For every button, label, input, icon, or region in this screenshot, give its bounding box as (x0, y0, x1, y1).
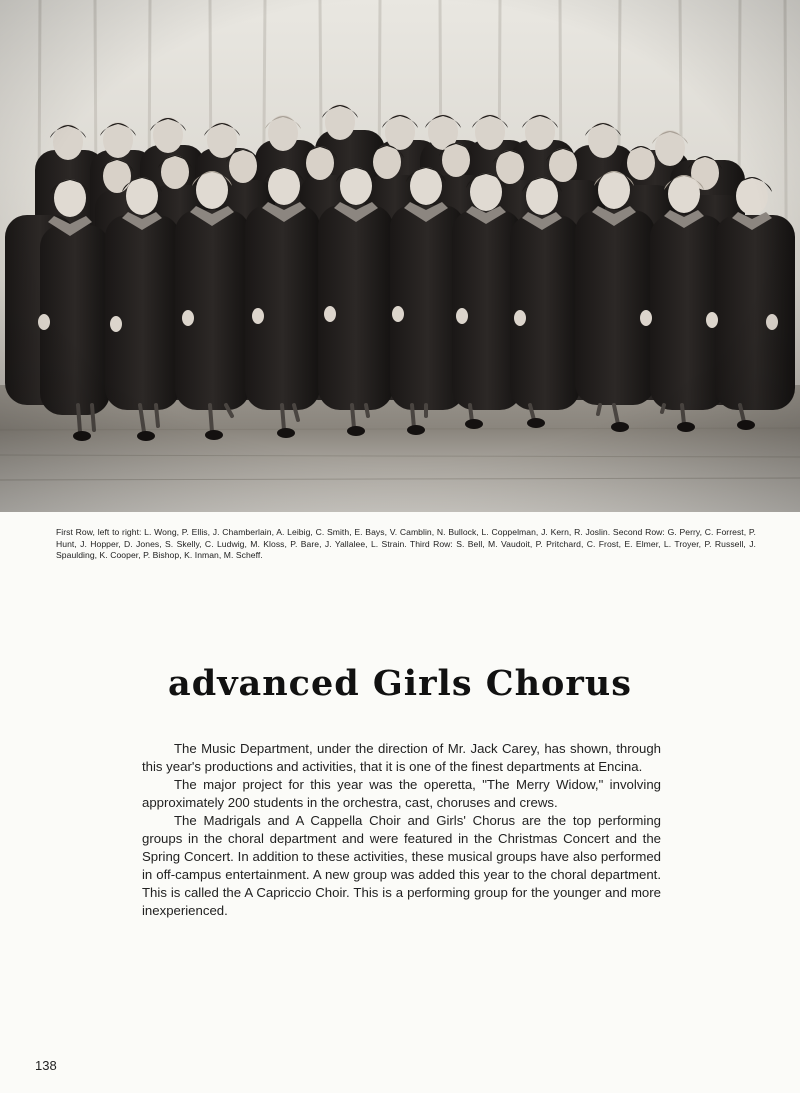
photo-caption: First Row, left to right: L. Wong, P. Ellis, J. Chamberlain, A. Leibig, C. Smith, E. Bays, V. Camblin, N. Bullock, L. Coppelman, J. Kern, R. Joslin. Second Row: G. Perry, C. Forrest, P. Hunt, J. Hopper, D. Jones, S. Skelly, C. Ludwig, M. Kloss, P. Bare, J. Yallalee, L. Strain. Third Row: S. Bell, M. Vaudoit, P. Pritchard, C. Frost, E. Elmer, L. Troyer, P. Russell, J. Spaulding, K. Cooper, P. Bishop, K. Inman, M. Scheff. (56, 527, 756, 560)
chorus-group-photo (0, 0, 800, 512)
page-title: advanced Girls Chorus (168, 663, 632, 704)
page-number: 138 (35, 1058, 57, 1073)
body-paragraph: The Madrigals and A Cappella Choir and Girls' Chorus are the top performing groups in the choral department and were featured in the Christmas Concert and the Spring Concert. In addition to these activities, these musical groups have also performed in off-campus entertainment. A new group was added this year to the choral department. This is called the A Capriccio Choir. This is a performing group for the younger and more inexperienced. (142, 813, 661, 918)
body-paragraph: The major project for this year was the operetta, "The Merry Widow," involving approximately 200 students in the orchestra, cast, choruses and crews. (142, 777, 661, 810)
article-body (142, 740, 661, 920)
body-paragraph: The Music Department, under the direction of Mr. Jack Carey, has shown, through this year's productions and activities, that it is one of the finest departments at Encina. (142, 741, 661, 774)
